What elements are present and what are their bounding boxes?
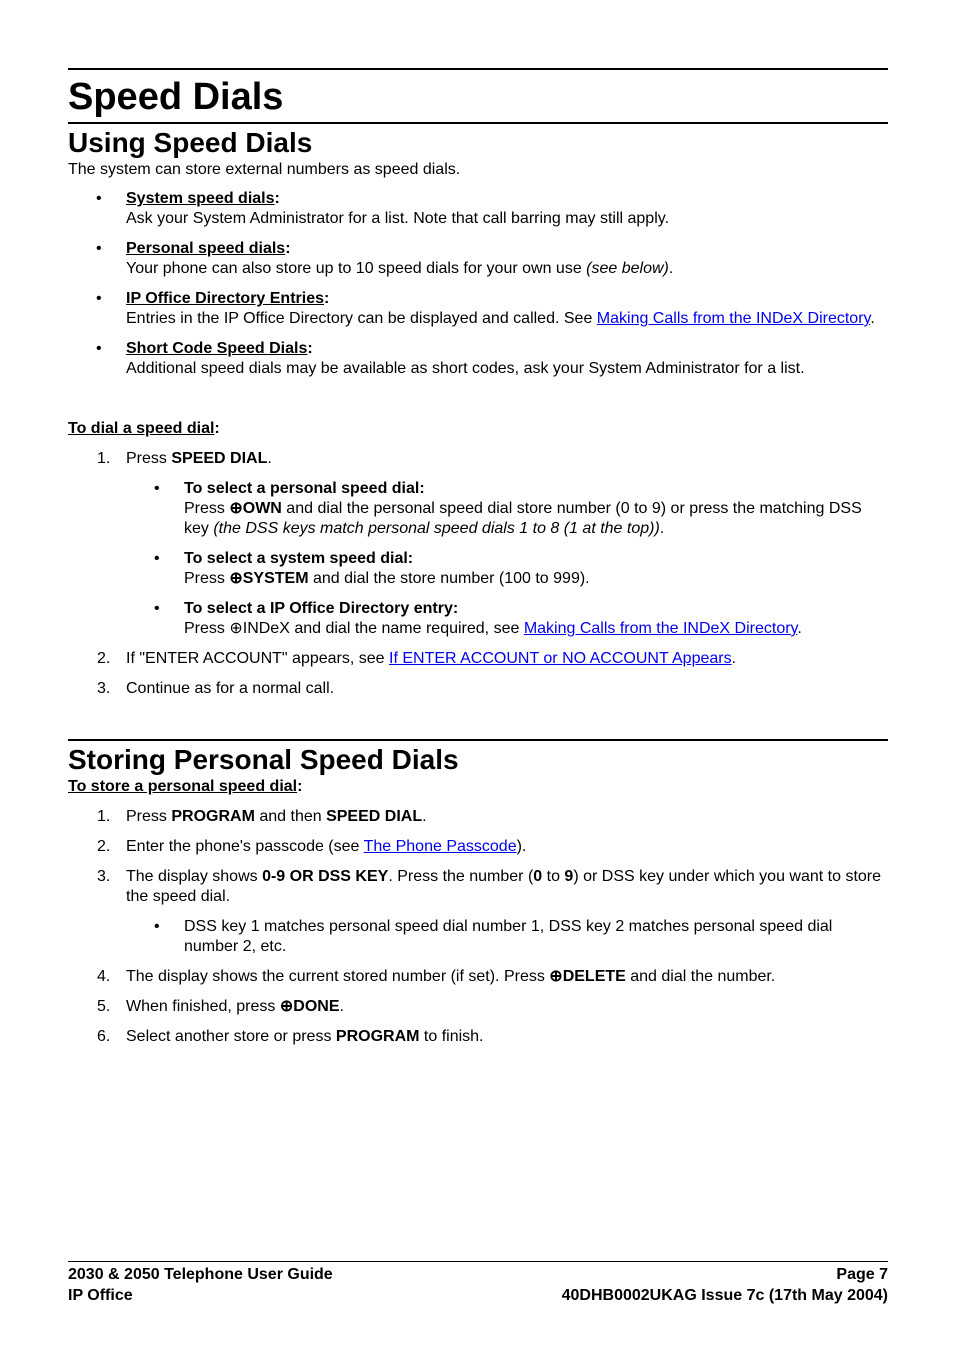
step-text-end: . <box>422 808 427 825</box>
list-item: • System speed dials: Ask your System Administrator for a list. Note that call barring may still apply. <box>68 189 888 229</box>
sub-item <box>126 917 888 957</box>
step-number: 3. <box>97 868 111 885</box>
step-key: PROGRAM <box>171 808 255 825</box>
sub-item-text: Press <box>184 620 230 637</box>
step-text: When finished, press <box>126 998 280 1015</box>
sub-item-text-end: . <box>797 620 802 637</box>
step-text: and then <box>254 808 327 825</box>
footer-issue: 40DHB0002UKAG Issue 7c (17th May 2004) <box>561 1287 888 1304</box>
step-item <box>68 867 888 957</box>
step-text: . Press the number ( <box>388 868 534 885</box>
step-item <box>68 449 888 639</box>
step-text-end: . <box>731 650 737 667</box>
step-number: 2. <box>97 838 111 855</box>
procedure-title: To dial a speed dial: <box>68 420 220 437</box>
sub-item-label: To select a system speed dial: <box>184 550 414 567</box>
step-text-end: . <box>339 998 344 1015</box>
item-text-italic: (see below) <box>586 260 669 277</box>
footer-product: IP Office <box>68 1287 133 1304</box>
sub-item-label: To select a IP Office Directory entry: <box>184 600 459 617</box>
list-item: • Personal speed dials: Your phone can also store up to 10 speed dials for your own use (see below). <box>68 239 888 279</box>
list-item: • Short Code Speed Dials: Additional speed dials may be available as short codes, ask your System Administrator for a list. <box>68 339 888 379</box>
step-text-end: and dial the number. <box>625 968 776 985</box>
procedure-title-text: To dial a speed dial <box>68 420 215 437</box>
step-text: Continue as for a normal call. <box>126 680 335 697</box>
sub-item <box>126 549 888 589</box>
sub-options-list <box>126 917 888 957</box>
page-title: Speed Dials <box>68 76 284 118</box>
item-label: IP Office Directory Entries <box>126 290 324 307</box>
step-text: The display shows <box>126 868 263 885</box>
step-text-end: ). <box>516 838 527 855</box>
step-key: SPEED DIAL <box>171 450 268 467</box>
sub-item-text-end: . <box>659 520 665 537</box>
step-item <box>68 1027 888 1047</box>
step-item <box>68 807 888 827</box>
step-item <box>68 679 888 699</box>
item-text-end: . <box>668 260 674 277</box>
dial-steps-list <box>68 449 888 699</box>
sub-item-text: ⊕INDeX and dial the name required, see <box>229 620 524 637</box>
sub-item-text: Press <box>184 500 230 517</box>
step-number: 3. <box>97 680 111 697</box>
store-steps-list <box>68 807 888 1047</box>
step-number: 5. <box>97 998 111 1015</box>
step-key: 0-9 OR DSS KEY <box>262 868 389 885</box>
section-storing-speed-dials <box>68 741 888 1047</box>
step-item <box>68 967 888 987</box>
footer-page-number: Page 7 <box>836 1266 888 1283</box>
step-number: 1. <box>97 808 111 825</box>
item-text: Ask your System Administrator for a list. Note that call barring may still apply. <box>126 210 670 227</box>
step-item <box>68 997 888 1017</box>
step-key: 9 <box>564 868 574 885</box>
title-block <box>68 68 888 124</box>
item-label: System speed dials <box>126 190 275 207</box>
sub-options-list <box>126 479 888 639</box>
step-key: 0 <box>533 868 543 885</box>
step-text: to <box>542 868 565 885</box>
sub-item-text: Press <box>184 570 230 587</box>
procedure-title: To store a personal speed dial: <box>68 778 303 795</box>
step-text-end: to finish. <box>419 1028 484 1045</box>
procedure-title-text: To store a personal speed dial <box>68 778 298 795</box>
step-number: 2. <box>97 650 111 667</box>
step-text: Press <box>126 450 172 467</box>
sub-item-text: and dial the personal speed dial store number (0 to 9) or press the matching DSS key <box>184 500 862 537</box>
link-index-directory-2[interactable]: Making Calls from the INDeX Directory <box>523 620 798 637</box>
sub-item-key: ⊕SYSTEM <box>229 570 309 587</box>
section-using-speed-dials <box>68 124 888 699</box>
step-number: 4. <box>97 968 111 985</box>
sub-item-text: DSS key 1 matches personal speed dial number 1, DSS key 2 matches personal speed dial number 2, etc. <box>184 918 833 955</box>
item-text: Entries in the IP Office Directory can be displayed and called. See <box>126 310 597 327</box>
sub-item-label: To select a personal speed dial: <box>184 480 425 497</box>
step-text: Press <box>126 808 172 825</box>
section-heading-using: Using Speed Dials <box>68 127 313 158</box>
sub-item-key: ⊕OWN <box>229 500 282 517</box>
step-text: Enter the phone's passcode (see <box>126 838 364 855</box>
speed-dial-types-list <box>68 189 888 379</box>
footer-guide-title: 2030 & 2050 Telephone User Guide <box>68 1266 333 1283</box>
link-enter-account[interactable]: If ENTER ACCOUNT or NO ACCOUNT Appears <box>389 650 732 667</box>
step-text: If "ENTER ACCOUNT" appears, see <box>126 650 389 667</box>
document-page <box>68 68 888 1057</box>
step-item <box>68 837 888 857</box>
step-number: 6. <box>97 1028 111 1045</box>
step-key: PROGRAM <box>335 1028 420 1045</box>
sub-item-italic: (the DSS keys match personal speed dials 1 to 8 (1 at the top)) <box>213 520 660 537</box>
step-text: The display shows the current stored number (if set). Press <box>126 968 550 985</box>
item-label: Personal speed dials <box>126 240 286 257</box>
step-text-end: . <box>267 450 272 467</box>
step-key: SPEED DIAL <box>326 808 423 825</box>
intro-text: The system can store external numbers as speed dials. <box>68 161 461 178</box>
link-phone-passcode[interactable]: The Phone Passcode <box>363 838 517 855</box>
step-key: ⊕DONE <box>279 998 340 1015</box>
step-text: Select another store or press <box>126 1028 336 1045</box>
link-index-directory[interactable]: Making Calls from the INDeX Directory <box>596 310 871 327</box>
list-item: • IP Office Directory Entries: Entries in the IP Office Directory can be displayed and called. See Making Calls from the INDeX Directory. <box>68 289 888 329</box>
step-text-end: ) or DSS key under which you want to store the speed dial. <box>126 868 882 905</box>
step-key: ⊕DELETE <box>549 968 626 985</box>
item-label: Short Code Speed Dials <box>126 340 308 357</box>
step-item <box>68 649 888 669</box>
page-footer <box>68 1261 888 1306</box>
item-text-end: . <box>870 310 875 327</box>
sub-item-text: and dial the store number (100 to 999). <box>308 570 590 587</box>
item-text: Additional speed dials may be available as short codes, ask your System Administrator for a list. <box>126 360 805 377</box>
sub-item <box>126 599 888 639</box>
section-heading-storing: Storing Personal Speed Dials <box>68 744 459 775</box>
sub-item <box>126 479 888 539</box>
item-text: Your phone can also store up to 10 speed dials for your own use <box>126 260 587 277</box>
step-number: 1. <box>97 450 111 467</box>
